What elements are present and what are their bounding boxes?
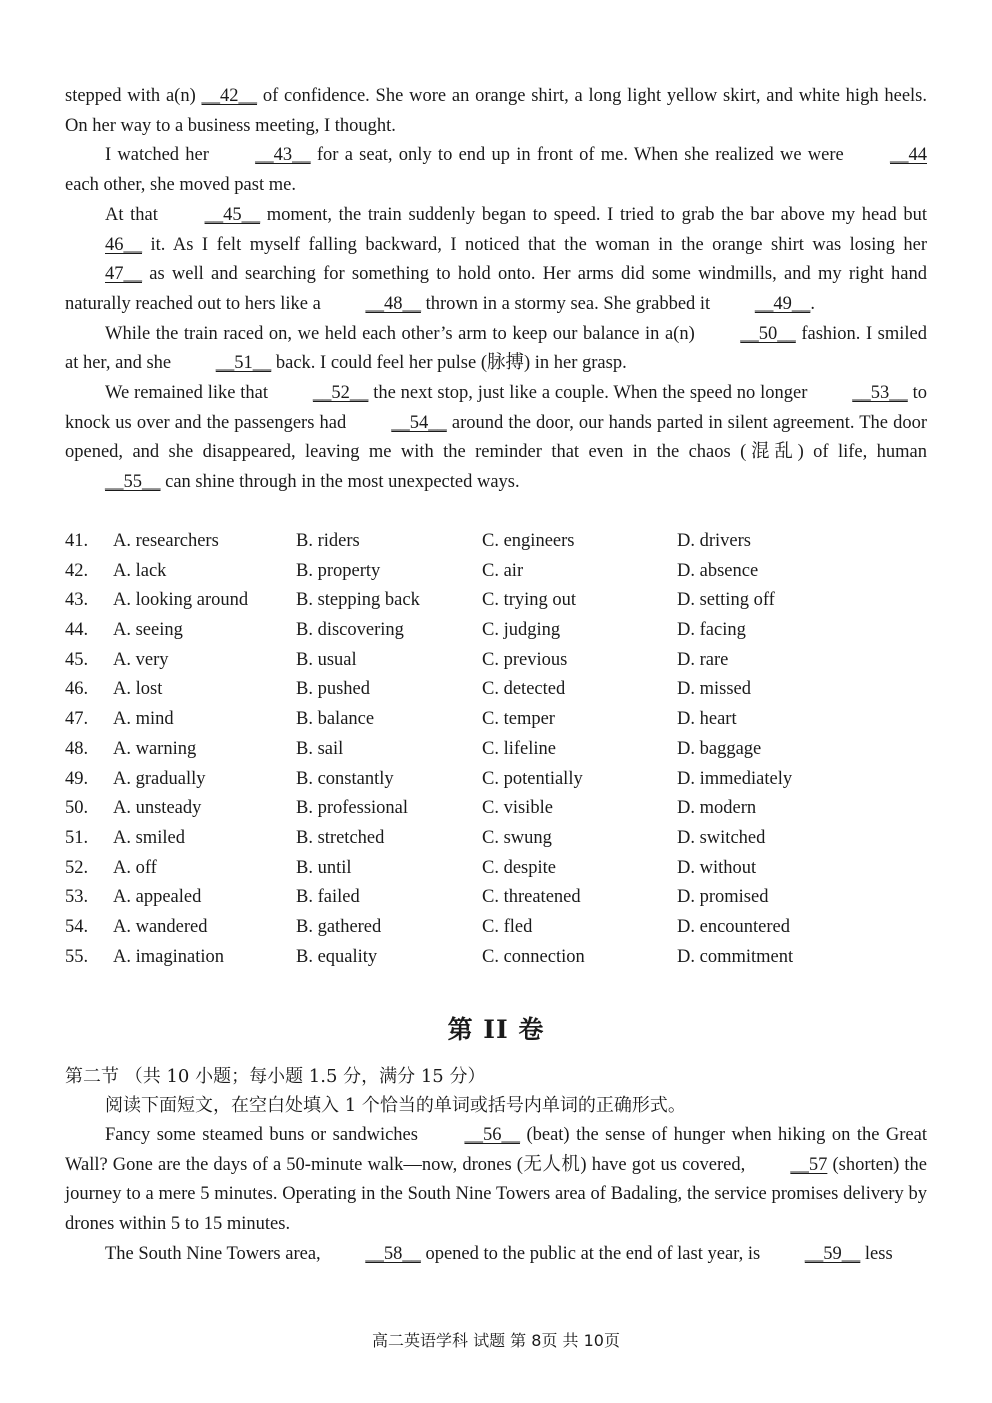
option-row (65, 735, 935, 765)
option-c: C. despite (482, 857, 556, 878)
paragraph-2 (65, 141, 927, 200)
text: I watched her (105, 145, 216, 166)
option-a: A. lost (113, 679, 163, 700)
option-c: C. trying out (482, 590, 577, 611)
question-number: 42. (65, 560, 89, 581)
option-row (65, 824, 935, 854)
blank-57: __57 (790, 1154, 828, 1175)
option-c: C. potentially (482, 768, 583, 789)
option-d: D. rare (677, 649, 729, 670)
text: of confidence. She wore an orange shirt, a long light yellow skirt, and white high heels. On her way to a business meeting, I thought. (65, 86, 927, 136)
question-number: 47. (65, 709, 89, 730)
question-number: 50. (65, 798, 89, 819)
option-a: A. seeing (113, 620, 183, 641)
text: At that (105, 204, 165, 225)
blank-56: __56__ (464, 1125, 520, 1145)
blank-49: __49__ (754, 293, 811, 314)
text: While the train raced on, we held each other’s arm to keep our balance in a(n) (105, 323, 701, 344)
text: . (810, 293, 815, 314)
option-a: A. lack (113, 560, 167, 581)
option-d: D. commitment (677, 946, 794, 967)
text: as well and searching for something to hold onto. Her arms did some windmills, and my right hand naturally reached out to hers like a (65, 264, 927, 314)
text: to knock us over and the passengers had (65, 383, 928, 433)
question-number: 46. (65, 679, 89, 700)
text: We remained like that (105, 383, 273, 404)
blank-58: __58__ (365, 1243, 421, 1264)
text: opened to the public at the end of last year, is (420, 1243, 765, 1264)
option-b: B. sail (296, 738, 344, 759)
option-a: A. off (113, 857, 157, 878)
question-number: 55. (65, 946, 89, 967)
option-c: C. visible (482, 798, 553, 819)
option-d: D. without (677, 857, 757, 878)
option-c: C. swung (482, 827, 552, 848)
option-b: B. stretched (296, 827, 385, 848)
text: back. I could feel her pulse (脉搏) in her grasp. (271, 353, 627, 374)
text: the next stop, just like a couple. When the speed no longer (368, 383, 813, 404)
question-number: 41. (65, 531, 89, 551)
text: each other, she moved past me. (65, 175, 296, 196)
paragraph-5 (65, 379, 927, 498)
option-c: C. judging (482, 620, 561, 641)
option-b: B. gathered (296, 916, 382, 937)
option-a: A. wandered (113, 916, 208, 937)
text: less (860, 1243, 893, 1264)
text: (beat) the sense of hunger when hiking on the Great Wall? Gone are the days of a 50-minute walk—now, drones (无人机) have got us covered, (65, 1125, 927, 1175)
option-b: B. equality (296, 946, 378, 967)
option-row (65, 854, 935, 884)
option-b: B. riders (296, 531, 360, 551)
blank-59: __59__ (804, 1243, 861, 1264)
option-a: A. smiled (113, 827, 185, 848)
paragraph-2 (65, 1240, 927, 1270)
option-d: D. encountered (677, 916, 791, 937)
text: (shorten) the journey to a mere 5 minutes. Operating in the South Nine Towers area of Badaling, the service promises delivery by drones within 5 to 15 minutes. (65, 1154, 927, 1235)
blank-48: __48__ (365, 293, 421, 314)
text: around the door, our hands parted in silent agreement. The door opened, and she disappeared, leaving me with the reminder that even in the chaos (混乱) of life, human (65, 412, 928, 463)
text: for a seat, only to end up in front of me. When she realized we were (310, 145, 850, 166)
option-b: B. stepping back (296, 590, 420, 611)
text: can shine through in the most unexpected ways. (160, 472, 520, 493)
option-d: D. drivers (677, 531, 751, 551)
option-c: C. temper (482, 709, 555, 730)
paragraph-1 (65, 1121, 927, 1240)
blank-44: __44 (890, 145, 927, 166)
question-number: 43. (65, 590, 89, 611)
option-c: C. previous (482, 649, 568, 670)
option-d: D. missed (677, 679, 751, 700)
option-d: D. absence (677, 560, 759, 581)
question-number: 44. (65, 620, 89, 641)
text: Fancy some steamed buns or sandwiches (105, 1125, 425, 1145)
section-title: 第 II 卷 (447, 1015, 545, 1044)
option-b: B. until (296, 857, 352, 878)
option-a: A. appealed (113, 887, 202, 908)
paragraph-1 (65, 82, 927, 141)
blank-43: __43__ (255, 145, 311, 166)
option-a: A. looking around (113, 590, 249, 611)
option-b: B. discovering (296, 620, 404, 641)
instruction-text: 阅读下面短文，在空白处填入 1 个恰当的单词或括号内单词的正确形式。 (105, 1095, 686, 1116)
option-b: B. constantly (296, 768, 394, 789)
option-d: D. immediately (677, 768, 793, 789)
answer-options (65, 527, 935, 972)
option-row (65, 705, 935, 735)
text: fashion. I smiled at her, and she (65, 323, 928, 374)
text: The South Nine Towers area, (105, 1243, 326, 1264)
question-number: 51. (65, 827, 89, 848)
question-number: 53. (65, 887, 89, 908)
option-row (65, 883, 935, 913)
blank-53: __53__ (852, 383, 908, 404)
blank-47: 47__ (105, 264, 142, 285)
page-footer: 高二英语学科 试题 第 8页 共 10页 (372, 1331, 620, 1350)
option-b: B. usual (296, 649, 357, 670)
option-d: D. setting off (677, 590, 775, 611)
option-d: D. facing (677, 620, 746, 641)
option-c: C. connection (482, 946, 585, 967)
reading-passage (65, 82, 927, 498)
blank-50: __50__ (740, 323, 796, 344)
paragraph-4 (65, 320, 927, 379)
option-d: D. heart (677, 709, 737, 730)
option-a: A. very (113, 649, 169, 670)
text: it. As I felt myself falling backward, I noticed that the woman in the orange shirt was losing her (142, 234, 927, 255)
question-number: 49. (65, 768, 89, 789)
option-a: A. unsteady (113, 798, 202, 819)
option-row (65, 557, 935, 587)
option-row (65, 913, 935, 943)
question-number: 45. (65, 649, 89, 670)
option-b: B. pushed (296, 679, 370, 700)
option-row (65, 586, 935, 616)
option-b: B. failed (296, 887, 360, 908)
option-c: C. detected (482, 679, 566, 700)
grammar-passage (65, 1121, 927, 1270)
paragraph-3 (65, 201, 927, 320)
text: stepped with a(n) (65, 86, 202, 106)
option-a: A. gradually (113, 768, 206, 789)
option-a: A. mind (113, 709, 174, 730)
option-d: D. promised (677, 887, 769, 908)
option-b: B. professional (296, 798, 409, 819)
option-a: A. researchers (113, 531, 219, 551)
option-a: A. warning (113, 738, 197, 759)
option-row (65, 675, 935, 705)
blank-52: __52__ (312, 383, 369, 404)
blank-51: __51__ (215, 353, 272, 374)
option-row (65, 943, 935, 973)
blank-54: __54__ (391, 412, 447, 433)
option-row (65, 794, 935, 824)
option-d: D. modern (677, 798, 757, 819)
blank-42: __42__ (201, 86, 258, 106)
option-b: B. balance (296, 709, 375, 730)
question-number: 54. (65, 916, 89, 937)
section-heading: 第二节 （共 10 小题；每小题 1.5 分，满分 15 分） (65, 1066, 486, 1087)
option-row (65, 527, 935, 557)
option-a: A. imagination (113, 946, 224, 967)
blank-45: __45__ (204, 204, 261, 225)
option-d: D. baggage (677, 738, 762, 759)
option-row (65, 646, 935, 676)
blank-46: 46__ (105, 234, 142, 255)
option-row (65, 765, 935, 795)
text: thrown in a stormy sea. She grabbed it (420, 293, 715, 314)
question-number: 48. (65, 738, 89, 759)
option-c: C. fled (482, 916, 533, 937)
option-c: C. engineers (482, 531, 575, 551)
option-d: D. switched (677, 827, 766, 848)
option-row (65, 616, 935, 646)
text: moment, the train suddenly began to speed. I tried to grab the bar above my head but (260, 204, 927, 225)
blank-55: __55__ (105, 472, 161, 493)
option-c: C. lifeline (482, 738, 556, 759)
option-c: C. air (482, 560, 524, 581)
question-number: 52. (65, 857, 89, 878)
option-b: B. property (296, 560, 381, 581)
option-c: C. threatened (482, 887, 581, 908)
